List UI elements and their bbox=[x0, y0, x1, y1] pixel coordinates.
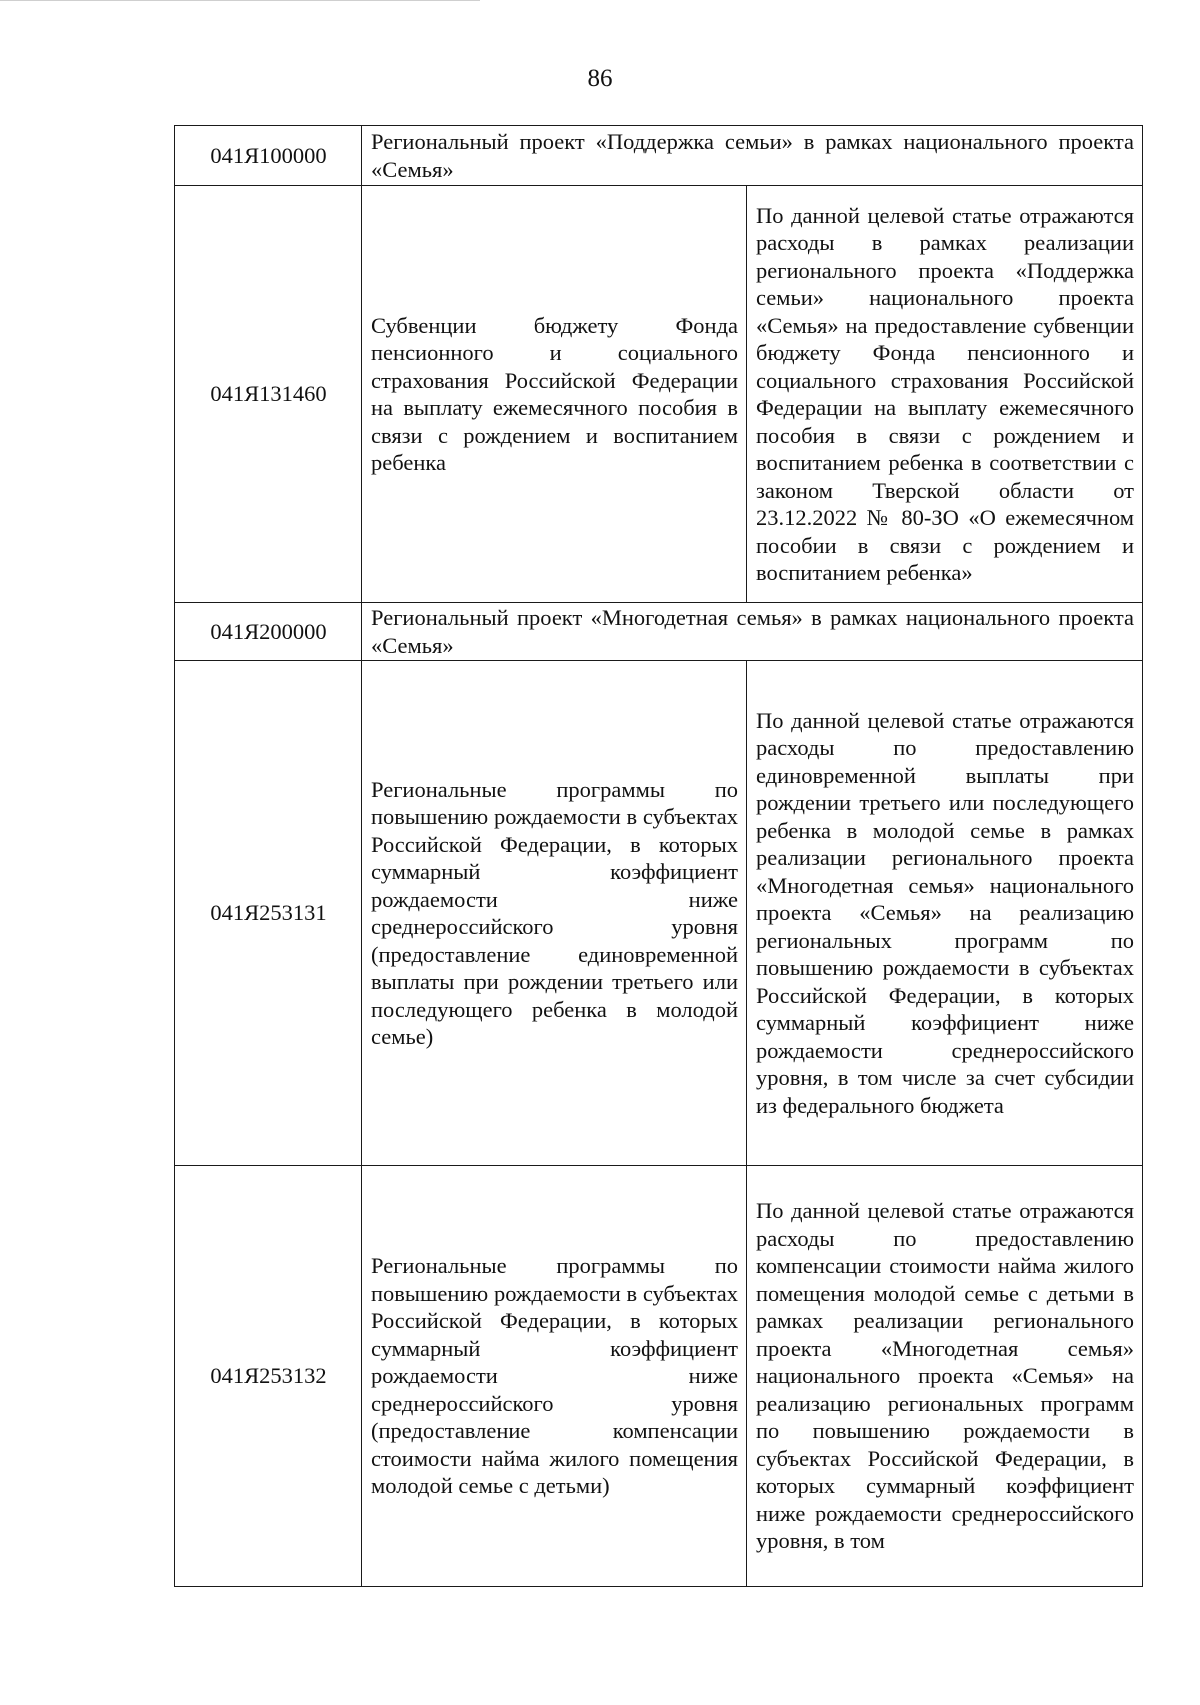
article-name: Региональный проект «Многодетная семья» в рамках национального проекта «Семья» bbox=[362, 603, 1143, 661]
scan-edge-line bbox=[0, 0, 480, 1]
page-number: 86 bbox=[587, 65, 613, 92]
table-row bbox=[175, 126, 1143, 186]
table-row bbox=[175, 186, 1143, 603]
target-articles-table bbox=[174, 125, 1143, 1587]
article-name: Субвенции бюджету Фонда пенсионного и социального страхования Российской Федерации на выплату ежемесячного пособия в связи с рождением и воспитанием ребенка bbox=[362, 186, 747, 603]
article-description: По данной целевой статье отражаются расходы по предоставлению единовременной выплаты при рождении третьего или последующего ребенка в молодой семье в рамках реализации регионального проекта «Многодетная семья» национального проекта «Семья» на реализацию региональных программ по повышению рождаемости в субъектах Российской Федерации, в которых суммарный коэффициент ниже рождаемости среднероссийского уровня, в том числе за счет субсидии из федерального бюджета bbox=[747, 661, 1143, 1166]
article-code: 041Я200000 bbox=[175, 603, 362, 661]
article-code: 041Я253131 bbox=[175, 661, 362, 1166]
table-row bbox=[175, 603, 1143, 661]
article-code: 041Я131460 bbox=[175, 186, 362, 603]
article-name: Региональный проект «Поддержка семьи» в рамках национального проекта «Семья» bbox=[362, 126, 1143, 186]
table-row bbox=[175, 1166, 1143, 1587]
table-row bbox=[175, 661, 1143, 1166]
article-description: По данной целевой статье отражаются расходы в рамках реализации регионального проекта «Поддержка семьи» национального проекта «Семья» на предоставление субвенции бюджету Фонда пенсионного и социального страхования Российской Федерации на выплату ежемесячного пособия в связи с рождением и воспитанием ребенка в соответствии с законом Тверской области от 23.12.2022 № 80-ЗО «О ежемесячном пособии в связи с рождением и воспитанием ребенка» bbox=[747, 186, 1143, 603]
article-description: По данной целевой статье отражаются расходы по предоставлению компенсации стоимости найма жилого помещения молодой семье с детьми в рамках реализации регионального проекта «Многодетная семья» национального проекта «Семья» на реализацию региональных программ по повышению рождаемости в субъектах Российской Федерации, в которых суммарный коэффициент ниже рождаемости среднероссийского уровня, в том bbox=[747, 1166, 1143, 1587]
article-code: 041Я253132 bbox=[175, 1166, 362, 1587]
article-name: Региональные программы по повышению рождаемости в субъектах Российской Федерации, в которых суммарный коэффициент рождаемости ниже среднероссийского уровня (предоставление компенсации стоимости найма жилого помещения молодой семье с детьми) bbox=[362, 1166, 747, 1587]
article-code: 041Я100000 bbox=[175, 126, 362, 186]
article-name: Региональные программы по повышению рождаемости в субъектах Российской Федерации, в которых суммарный коэффициент рождаемости ниже среднероссийского уровня (предоставление единовременной выплаты при рождении третьего или последующего ребенка в молодой семье) bbox=[362, 661, 747, 1166]
